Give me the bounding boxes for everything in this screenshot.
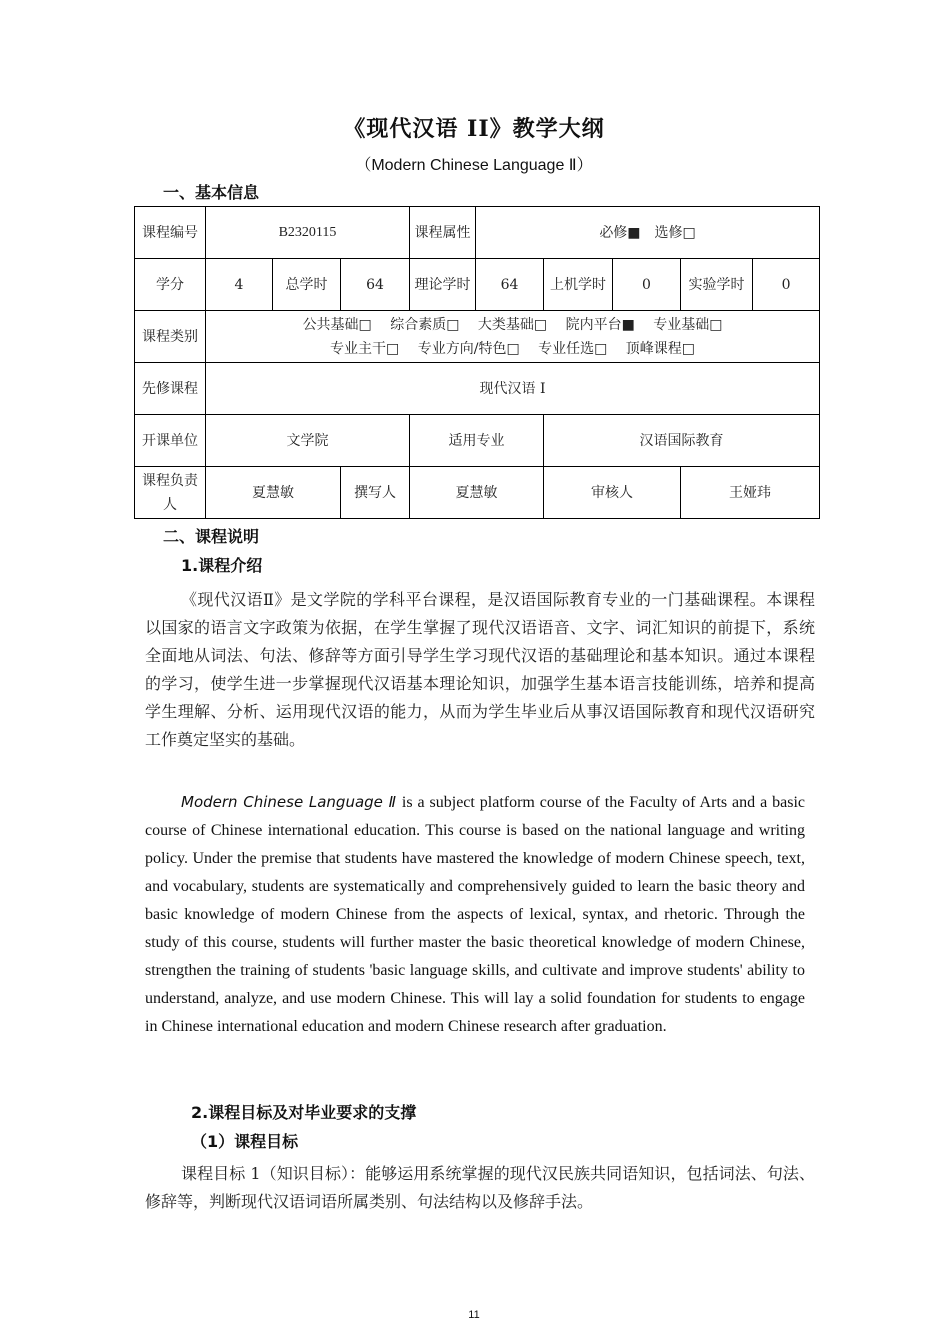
writer-value: 夏慧敏 bbox=[410, 467, 544, 519]
credit-label: 学分 bbox=[135, 259, 206, 311]
computer-hours-value: 0 bbox=[613, 259, 681, 311]
page-number: 11 bbox=[468, 1309, 480, 1321]
section-course-description-heading: 二、课程说明 bbox=[163, 527, 260, 546]
course-introduction-english-text: is a subject platform course of the Faculty of Arts and a basic course of Chinese international education. This course is based on the national language and writing policy. Under the premise that students have mastered the knowledge of modern Chinese speech, text, and vocabulary, students are systematically and comprehensively guided to learn the basic theory and basic knowledge of modern Chinese from the aspects of lexical, syntax, and rhetoric. Through the study of this course, students will further master the basic theoretical knowledge of modern Chinese, strengthen the training of students 'basic language skills, and cultivate and improve students' ability to understand, analyze, and use modern Chinese. This will lay a solid foundation for students to engage in Chinese international education and modern Chinese research after graduation. bbox=[145, 794, 806, 1035]
course-objectives-heading: （1）课程目标 bbox=[191, 1132, 299, 1151]
section-basic-info-heading: 一、基本信息 bbox=[163, 183, 260, 202]
writer-label: 撰写人 bbox=[341, 467, 410, 519]
lab-hours-value: 0 bbox=[753, 259, 820, 311]
lab-hours-label: 实验学时 bbox=[681, 259, 753, 311]
credit-value: 4 bbox=[206, 259, 273, 311]
course-attribute-value: 必修■ 选修□ bbox=[476, 207, 820, 259]
course-owner-value: 夏慧敏 bbox=[206, 467, 341, 519]
total-hours-label: 总学时 bbox=[273, 259, 341, 311]
course-category-line-2: 专业主干□ 专业方向/特色□ 专业任选□ 顶峰课程□ bbox=[330, 340, 696, 357]
course-introduction-english bbox=[145, 788, 805, 1041]
course-objective-1: 课程目标 1（知识目标）：能够运用系统掌握的现代汉民族共同语知识，包括词法、句法、修辞等，判断现代汉语词语所属类别、句法结构以及修辞手法。 bbox=[145, 1164, 815, 1211]
document-title: 《现代汉语 II》教学大纲 bbox=[343, 116, 605, 142]
course-attribute-label: 课程属性 bbox=[410, 207, 476, 259]
computer-hours-label: 上机学时 bbox=[544, 259, 613, 311]
reviewer-value: 王娅玮 bbox=[681, 467, 820, 519]
course-objectives-support-heading: 2.课程目标及对毕业要求的支撑 bbox=[191, 1103, 417, 1122]
course-code-value: B2320115 bbox=[206, 207, 410, 259]
course-title-english: Modern Chinese Language Ⅱ bbox=[181, 793, 397, 811]
offering-unit-value: 文学院 bbox=[206, 415, 410, 467]
theory-hours-value: 64 bbox=[476, 259, 544, 311]
course-introduction-chinese: 《现代汉语Ⅱ》是文学院的学科平台课程，是汉语国际教育专业的一门基础课程。本课程以国家的语言文字政策为依据，在学生掌握了现代汉语语音、文字、词汇知识的前提下，系统全面地从词法、句法、修辞等方面引导学生学习现代汉语的基础理论和基本知识。通过本课程的学习，使学生进一步掌握现代汉语基本理论知识，加强学生基本语言技能训练，培养和提高学生理解、分析、运用现代汉语的能力，从而为学生毕业后从事汉语国际教育和现代汉语研究工作奠定坚实的基础。 bbox=[145, 590, 815, 749]
prerequisite-value: 现代汉语 I bbox=[206, 363, 820, 415]
course-category-line-1: 公共基础□ 综合素质□ 大类基础□ 院内平台■ 专业基础□ bbox=[302, 316, 723, 333]
course-code-label: 课程编号 bbox=[135, 207, 206, 259]
course-category-options bbox=[206, 311, 820, 363]
document-subtitle: （Modern Chinese Language Ⅱ） bbox=[355, 157, 593, 174]
course-category-label: 课程类别 bbox=[135, 311, 206, 363]
total-hours-value: 64 bbox=[341, 259, 410, 311]
prerequisite-label: 先修课程 bbox=[135, 363, 206, 415]
basic-info-table bbox=[134, 206, 820, 519]
course-introduction-heading: 1.课程介绍 bbox=[181, 556, 263, 575]
course-owner-label: 课程负责人 bbox=[135, 467, 206, 519]
reviewer-label: 审核人 bbox=[544, 467, 681, 519]
offering-unit-label: 开课单位 bbox=[135, 415, 206, 467]
theory-hours-label: 理论学时 bbox=[410, 259, 476, 311]
applicable-major-value: 汉语国际教育 bbox=[544, 415, 820, 467]
applicable-major-label: 适用专业 bbox=[410, 415, 544, 467]
